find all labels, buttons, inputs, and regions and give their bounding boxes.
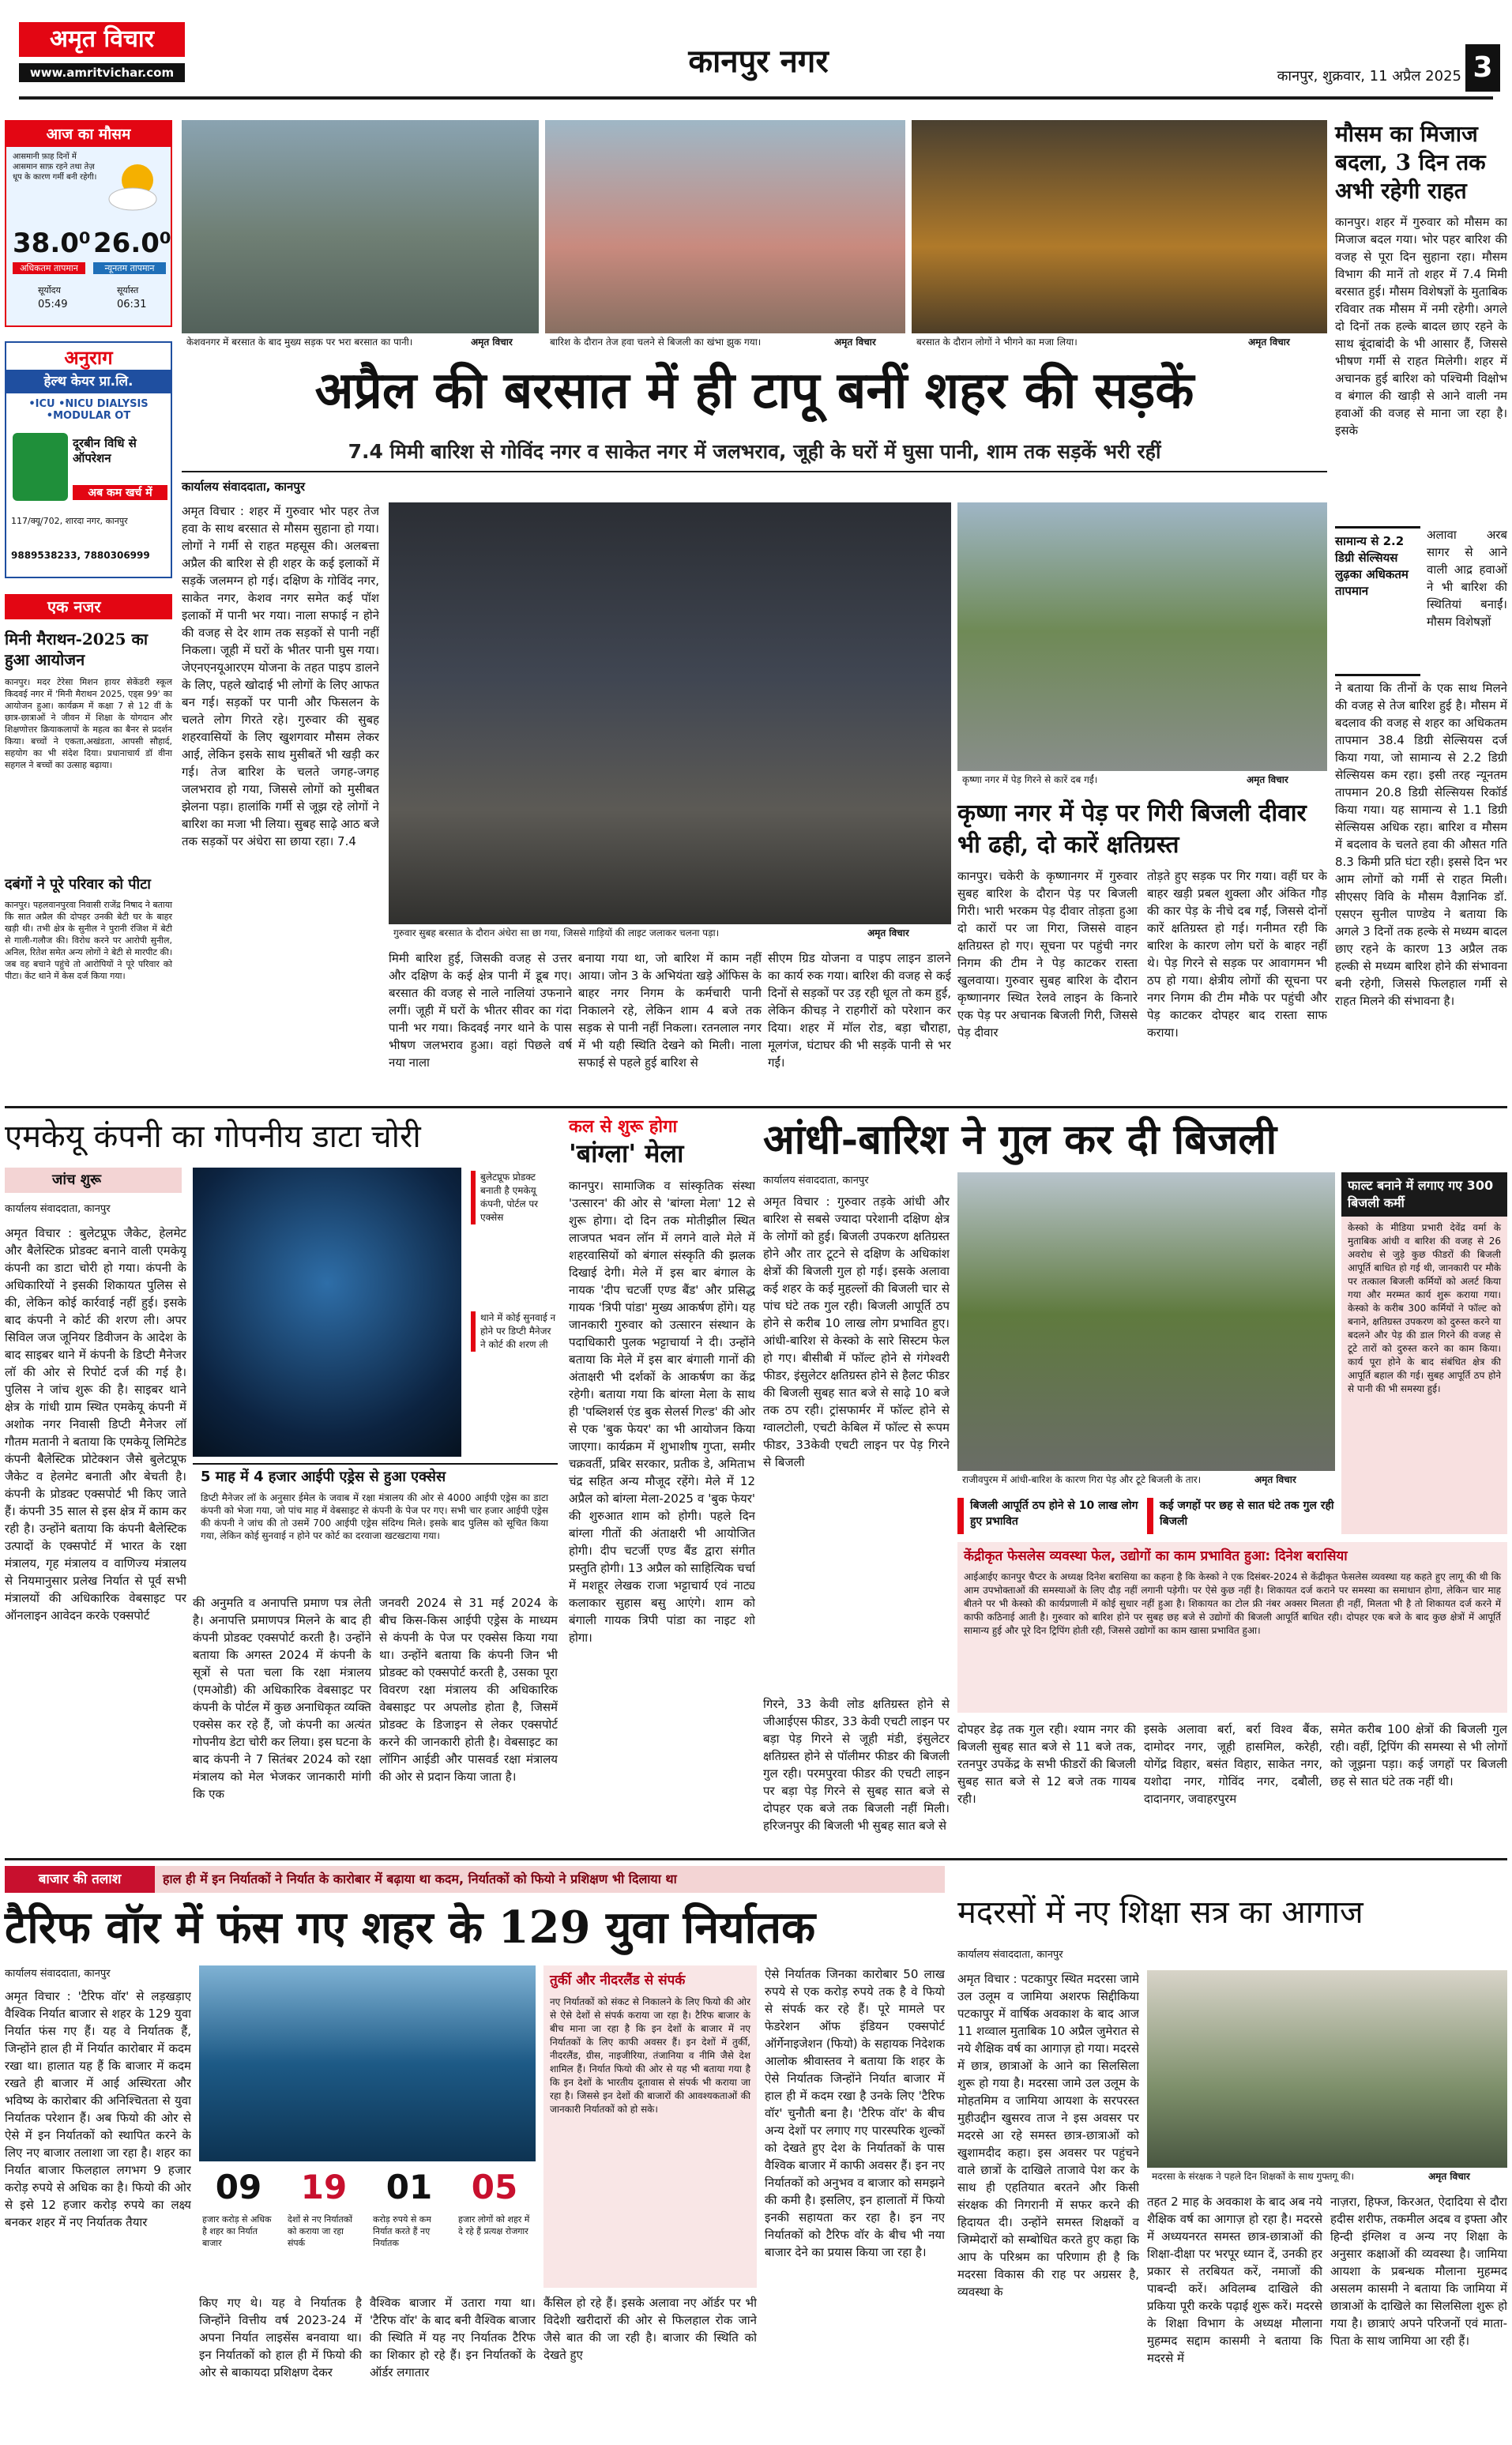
power-cont-col3: समेत करीब 100 क्षेत्रों की बिजली गुल रही। वहीं, ट्रिपिंग की समस्या से भी लोगों को जूझना पड़ा। कई जगहों पर बिजली छह से सात घंटे तक नहीं थी। xyxy=(1330,1722,1507,1789)
sunset-label: सूर्यास्त xyxy=(117,285,139,295)
tariff-body-col1: अमृत विचार : 'टैरिफ वॉर' से लड़खड़ाए वैश्विक निर्यात बाजार से शहर के 129 युवा निर्यात फंस गए हैं। यह वे निर्यातक हैं, जिन्होंने हाल ही में निर्यात कारोबार में कदम रखा था। हालात यह हैं कि बाजार में कदम रखते ही बाजार में आई अस्थिरता और भविष्य के कारोबार की अनिश्चितता से युवा निर्यातक परेशान हैं। अब फियो की ओर से ऐसे में इन निर्यातकों को स्थापित करने के लिए नए बाजार तलाशा जा रहा है। शहर का निर्यात बाजार फिलहाल लगभग 9 हजार करोड़ रुपये से अधिक का है। फियो की ओर से इसे 12 हजार करोड़ रुपये का लक्ष्य बनकर शहर में नए निर्यातक तैयार xyxy=(5,1989,191,2229)
section-divider-2 xyxy=(5,1858,1507,1860)
photo-caption: केशवनगर में बरसात के बाद मुख्य सड़क पर भरा बरसात का पानी। xyxy=(182,333,466,351)
ek-nazar-column xyxy=(5,594,172,1100)
krishna-body-col1: कानपुर। चकेरी के कृष्णानगर में गुरुवार सुबह बारिश के दौरान पेड़ पर बिजली गिरी। भारी भरकम पेड़ दीवार तोड़ता हुआ दो कारों पर जा गिरा, जिससे वाहन क्षतिग्रस्त हो गए। सूचना पर पहुंची नगर निगम की टीम ने पेड़ काटकर रास्ता खुलवाया। गुरुवार सुबह बारिश के दौरान कृष्णानगर स्थित रेलवे लाइन के किनारे एक पेड़ पर अचानक बिजली गिरी, जिससे पेड़ दीवार xyxy=(957,869,1138,1040)
min-temp: 26.0⁰ xyxy=(93,228,171,259)
stat-label: हजार करोड़ से अधिक है शहर का निर्यात बाजार xyxy=(202,2214,272,2248)
power-cont-col1: दोपहर डेढ़ तक गुल रही। श्याम नगर की बिजली सुबह सात बजे से 11 बजे तक, रतनपुर उपकेंद्र के सभी फीडरों की बिजली सुबह सात बजे से 12 बजे तक गायब रही। xyxy=(957,1722,1136,1806)
power-point1: बिजली आपूर्ति ठप होने से 10 लाख लोग हुए प्रभावित xyxy=(957,1498,1139,1534)
power-side-body: केस्को के मीडिया प्रभारी देवेंद्र वर्मा के मुताबिक आंधी व बारिश की वजह से 26 अवरोध से जुड़े कुछ फीडरों की बिजली आपूर्ति बाधित हो गई थी, जानकारी पर मौके पर तत्काल बिजली कर्मियों को अलर्ट किया गया और मरम्मत कार्य शुरू कराया गया। केस्को के करीब 300 कर्मियों ने फॉल्ट को बनाने, क्षतिग्रस्त उपकरण को दुरुस्त करने या बदलने और पेड़ की डाल गिरने की वजह से टूटे तारों को दुरुस्त करने का काम किया। कार्य पूरा होने के बाद संबंधित क्षेत्र की आपूर्ति बहाल की गई। सुबह आपूर्ति ठप होने से पानी की भी समस्या हुई। xyxy=(1348,1222,1501,1394)
lead-byline: कार्यालय संवाददाता, कानपुर xyxy=(182,480,306,494)
tariff-body-col3: वैश्विक बाजार में उतारा गया था। 'टैरिफ वॉर' के बाद बनी वैश्विक बाजार की स्थिति में यह नए निर्यातक टैरिफ का शिकार हो रहे हैं। इन निर्यातकों के ऑर्डर लगातार xyxy=(370,2296,536,2379)
hospital-ad xyxy=(5,341,172,578)
ek-nazar-item2-body: कानपुर। पहलवानपुरवा निवासी राजेंद्र निषाद ने बताया कि सात अप्रैल की दोपहर उनकी बेटी घर के बाहर खड़ी थी। तभी क्षेत्र के सुनील ने पुरानी रंजिश में बेटी से गाली-गलौज की। विरोध करने पर आरोपी सुनील, अनिल, रितेश समेत अन्य लोगों ने बेटी से मारपीट की। जब वह बचाने पहुंचे तो आरोपियों ने पूरे परिवार को पीटा। केंट थाने में केस दर्ज किया गया। xyxy=(5,900,172,981)
power-cont-col2: इसके अलावा बर्रा, बर्रा विश्व बैंक, दामोदर नगर, जूही हासमिल, करेही, योगेंद्र विहार, बसंत विहार, साकेत नगर, यशोदा नगर, गोविंद नगर, दबौली, दादानगर, जवाहरपुरम xyxy=(1144,1722,1322,1806)
stat-value: 19 xyxy=(300,2168,348,2206)
kesco-box xyxy=(957,1542,1507,1713)
photo-credit: अमृत विचार xyxy=(1424,2168,1507,2185)
tariff-deck-band xyxy=(5,1866,945,1893)
page-number: 3 xyxy=(1465,44,1500,92)
ad-tagline1: दूरबीन विधि से ऑपरेशन xyxy=(73,436,137,465)
tariff-body-col2: किए गए थे। यह वे निर्यातक है जिन्होंने वित्तीय वर्ष 2023-24 में अपना निर्यात लाइसेंस बनवाया था। इन निर्यातकों को हाल ही में फियो की ओर से बाकायदा प्रशिक्षण देकर xyxy=(199,2296,362,2379)
photo-fallen-tree-cars xyxy=(957,502,1327,788)
stat-value: 01 xyxy=(386,2168,433,2206)
photo-rajeevpuram-tree xyxy=(957,1172,1335,1488)
photo-credit: अमृत विचार xyxy=(1243,333,1327,351)
madrasa-body-col3: नाज़रा, हिफ्ज, किरअत, ऐदादिया से दौरा हदीस शरीफ, तकमील अदब व इफ्ता और हिन्दी इंग्लिश व अन्य नए शिक्षा के अनुसार कक्षाओं की व्यवस्था है। जामिया आयशा के प्रबन्धक मौलाना मुहम्मद असलम कासमी ने बताया कि जामिया में छात्राओं के दाखिले का सिलसिला शुरू हो गया है। छात्राएं अपने परिजनों एवं माता-पिता के साथ जामिया आ रही हैं। xyxy=(1330,2195,1507,2348)
power-point2: कई जगहों पर छह से सात घंटे तक गुल रही बिजली xyxy=(1147,1498,1335,1534)
site-url: www.amritvichar.com xyxy=(19,63,185,82)
mausam-body2: अलावा अरब सागर से आने वाली आद्र हवाओं ने भी बारिश की स्थितियां बनाईं। मौसम विशेषज्ञों xyxy=(1427,528,1507,629)
photo-hacker xyxy=(193,1168,461,1457)
mkq-box-body: डिप्टी मैनेजर लॉ के अनुसार ईमेल के जवाब में रक्षा मंत्रालय की ओर से 4000 आईपी एड्रेस का डाटा कंपनी को भेजा गया, जो पांच माह में वेबसाइट से कंपनी के पेज पर गए। सभी चार हजार आईपी एड्रेस की कंपनी ने जांच की तो उसमें 700 आईपी एड्रेस संदिग्ध मिले। इसके बाद पुलिस को सूचित किया गया, लेकिन कोई सुनवाई न होने पर कोर्ट का दरवाजा खटखटाया गया। xyxy=(201,1492,548,1541)
power-side-title: फाल्ट बनाने में लगाए गए 300 बिजली कर्मी xyxy=(1341,1172,1507,1217)
photo-rain-riders xyxy=(912,120,1327,351)
stat-value: 09 xyxy=(215,2168,262,2206)
tariff-stats xyxy=(199,2168,536,2288)
tariff-box-body: नए निर्यातकों को संकट से निकालने के लिए फियो की ओर से ऐसे देशों से संपर्क कराया जा रहा है। टैरिफ बाजार के बीच माना जा रहा है कि इन देशों के बाजार में नए निर्यातकों के लिए काफी अवसर हैं। इन देशों में तुर्की, नीदरलैंड, ग्रीस, नाइजीरिया, तंजानिया व नीमि जैसे देश शामिल हैं। निर्यात फियो की ओर से यह भी बताया गया है कि इन देशों के भारतीय दूतावास से संपर्क भी कराया जा रहा है। जिससे इन देशों की बाजारों की आवश्यकताओं की जानकारी निर्यातकों को हो सके। xyxy=(550,1996,750,2115)
ad-subtitle: हेल्थ केयर प्रा.लि. xyxy=(6,370,171,393)
bangla-headline: 'बांग्ला' मेला xyxy=(569,1138,684,1168)
photo-lead-rain-traffic xyxy=(389,502,951,942)
masthead xyxy=(0,0,1512,103)
mkq-box xyxy=(193,1463,558,1582)
mkq-body-col3: जनवरी 2024 से 31 मई 2024 के बीच किस-किस आईपी एड्रेस के माध्यम से कंपनी के पेज पर एक्सेस किया गया था। उन्होंने बताया कि कंपनी जिन भी प्रोडक्ट को एक्सपोर्ट करती है, उसका पूरा विवरण रक्षा मंत्रालय की अधिकारिक वेबसाइट पर अपलोड होता है, जिसमें प्रोडक्ट के डिजाइन से लेकर एक्सपोर्ट करने की जानकारी होती है। वेबसाइट का लॉगिन आईडी और पासवर्ड रक्षा मंत्रालय की ओर से प्रदान किया जाता है। xyxy=(379,1596,558,1784)
lead-body-col4: सीएम ग्रिड योजना व पाइप लाइन डालने का कार्य रुक गया। बारिश की वजह से कई दिनों से सड़कों पर उड़ रही धूल तो कम हुई, लेकिन कीचड़ ने राहगीरों को परेशान कर दिया। शहर में मॉल रोड, बड़ा चौराहा, मूलगंज, घंटाघर की भी सड़कें पानी से भर गईं। xyxy=(768,951,951,1070)
masthead-rule xyxy=(19,96,1493,100)
ek-nazar-label: एक नजर xyxy=(5,594,172,619)
photo-container-ship xyxy=(199,1965,536,2161)
krishna-body-col2: तोड़ते हुए सड़क पर गिर गया। वहीं घर के बाहर खड़ी प्रबल शुक्ला और अंकित गौड़ की कार पेड़ के नीचे दब गईं, जिससे दोनों कारें क्षतिग्रस्त हो गई। गनीमत रही कि बारिश के कारण लोग घरों के बाहर नहीं थे। पेड़ गिरने से सड़क पर आवागमन भी ठप हो गया। क्षेत्रीय लोगों की सूचना पर नगर निगम की टीम मौके पर पहुंची और पेड़ काटकर दोपहर बाद रास्ता साफ कराया। xyxy=(1147,869,1327,1040)
photo-flooded-street xyxy=(182,120,539,351)
bangla-kicker: कल से शुरू होगा xyxy=(569,1117,678,1137)
tariff-box-title: तुर्की और नीदरलैंड से संपर्क xyxy=(550,1973,686,1988)
photo-caption: बरसात के दौरान लोगों ने भीगने का मजा लिया। xyxy=(912,333,1243,351)
power-body-col1: अमृत विचार : गुरुवार तड़के आंधी और बारिश से सबसे ज्यादा परेशानी दक्षिण क्षेत्र के लोगों को हुई। बिजली उपकरण क्षतिग्रस्त होने और तार टूटने से दक्षिण के अधिकांश क्षेत्रों की बिजली गुल हो गई। इसके अलावा कई शहर के कई मुहल्लों की बिजली चार से पांच घंटे तक गुल रही। बिजली आपूर्ति ठप होने से करीब 10 लाख लोग प्रभावित हुए। आंधी-बारिश से केस्को के सारे सिस्टम फेल हो गए। बीसीबी में फॉल्ट होने से गंगेश्वरी फीडर, इंसुलेटर क्षतिग्रस्त होने से हैलट फीडर की बिजली सुबह सात बजे से साढ़े 10 बजे तक ठप रही। ट्रांसफार्मर में फॉल्ट होने से ग्वालटोली, एचटी केबिल में फॉल्ट से रूपम फीडर, 33केवी एचटी लाइन पर पेड़ गिरने से बिजली xyxy=(763,1194,950,1469)
min-temp-label: न्यूनतम तापमान xyxy=(93,262,166,274)
madrasa-headline: मदरसों में नए शिक्षा सत्र का आगाज xyxy=(957,1894,1363,1931)
sunset-time: 06:31 xyxy=(117,299,147,310)
photo-tilted-pole xyxy=(545,120,905,351)
mausam-headline: मौसम का मिजाज बदला, 3 दिन तक अभी रहेगी राहत xyxy=(1335,121,1486,204)
power-side-box xyxy=(1341,1172,1507,1534)
stat-label: करोड़ रुपये से कम निर्यात करते हैं नए निर्यातक xyxy=(373,2214,431,2248)
tariff-box xyxy=(543,1965,757,2288)
brand-logo: अमृत विचार xyxy=(19,22,185,57)
mkq-bullet2: थाने में कोई सुनवाई न होने पर डिप्टी मैनेजर ने कोर्ट की शरण ली xyxy=(471,1311,558,1352)
mkq-byline: कार्यालय संवाददाता, कानपुर xyxy=(5,1203,111,1215)
tariff-body-col4: कैंसिल हो रहे हैं। इसके अलावा नए ऑर्डर पर भी विदेशी खरीदारों की ओर से फिलहाल रोक जाने जैसे बात की जा रही है। बाजार की स्थिति को देखते हुए xyxy=(543,2296,757,2362)
stat-label: देशों से नए निर्यातकों को कराया जा रहा संपर्क xyxy=(288,2214,353,2248)
stat-label: हजार लोगों को शहर में दे रहे हैं प्रत्यक्ष रोजगार xyxy=(458,2214,530,2236)
kesco-title: केंद्रीकृत फेसलेस व्यवस्था फेल, उद्योगों का काम प्रभावित हुआ: दिनेश बरासिया xyxy=(964,1548,1348,1564)
madrasa-body-col2: तहत 2 माह के अवकाश के बाद अब नये शैक्षिक वर्ष का आगाज़ हो रहा है। मदरसे में अध्ययनरत समस्त छात्र-छात्राओं की शिक्षा-दीक्षा पर भरपूर ध्यान दें, उनकी हर प्रकार से तरबियत करें, नमाजों की पाबन्दी करें। अविलम्ब दाखिले की प्रकिया पूरी करके पढ़ाई शुरू करें। मदरसे के शिक्षा विभाग के अध्यक्ष मौलाना मुहम्मद सद्दाम कासमी ने बताया कि मदरसे में xyxy=(1147,2195,1322,2365)
weather-note: आसमानी फ़ाह दिनों में आसमान साफ़ रहने तथा तेज़ धूप के कारण गर्मी बनी रहेगी। xyxy=(13,152,97,182)
photo-caption: गुरुवार सुबह बरसात के दौरान अंधेरा सा छा गया, जिससे गाड़ियों की लाइट जलाकर चलना पड़ा। xyxy=(389,924,863,942)
photo-credit: अमृत विचार xyxy=(1250,1471,1335,1488)
ek-nazar-item2-title: दबंगों ने पूरे परिवार को पीटा xyxy=(5,876,151,893)
mkq-kicker: जांच शुरू xyxy=(5,1168,182,1193)
power-byline: कार्यालय संवाददाता, कानपुर xyxy=(763,1175,869,1187)
power-headline: आंधी-बारिश ने गुल कर दी बिजली xyxy=(763,1115,1277,1164)
photo-madrasa-meeting xyxy=(1147,1970,1507,2185)
tariff-deck: हाल ही में इन निर्यातकों ने निर्यात के कारोबार में बढ़ाया था कदम, निर्यातकों को फियो ने प्रशिक्षण भी दिलाया था xyxy=(163,1871,677,1886)
lead-headline: अप्रैल की बरसात में ही टापू बनीं शहर की सड़कें xyxy=(314,361,1194,420)
bangla-body: कानपुर। सामाजिक व सांस्कृतिक संस्था 'उत्सारन' की ओर से 'बांग्ला मेला' 12 से शुरू होगा। दो दिन तक मोतीझील स्थित लाजपत भवन लॉन में लगने वाले मेले में शहरवासियों को बंगाल संस्कृति की झलक दिखाई देगी। मेले में इस बार बंगाल के नायक 'दीप चटर्जी एण्ड बैंड' और प्रसिद्ध गायक 'त्रिपी पांडा' मुख्य आकर्षण होंगे। यह जानकारी गुरुवार को उत्सारन संस्थान के पदाधिकारी पुलक भट्टाचार्या ने दी। उन्होंने बताया कि मेले में इस बार बंगाली गानों की अंताक्षरी भी दर्शकों के आकर्षण का केंद्र रहेगी। बताया गया कि बांग्ला मेला के साथ ही 'पब्लिशर्स एंड बुक सेलर्स गिल्ड' की ओर से एक 'बुक फेयर' का भी आयोजन किया जाएगा। कार्यक्रम में शुभाशीष गुप्ता, समीर चक्रवर्ती, प्रबिर सरकार, प्रतीक डे, अमिताभ चंद्र सहित अन्य मौजूद रहेंगे। मेले में 12 अप्रैल को बांग्ला मेला-2025 व 'बुक फेयर' की शुरुआत शाम को होगी। पहले दिन बांग्ला गीतों की अंताक्षरी भी आयोजित होगी। दीप चटर्जी एण्ड बैंड द्वारा संगीत प्रस्तुति होगी। 13 अप्रैल को साहित्यिक चर्चा में मशहूर लेखक राजा भट्टाचार्य एवं नाट्य कलाकार सुहास बसु आएंगे। शाम को बंगाली गायक त्रिपी पांडा का नाइट शो होगा। xyxy=(569,1179,755,1645)
mkq-box-title: 5 माह में 4 हजार आईपी एड्रेस से हुआ एक्सेस xyxy=(201,1469,446,1485)
mkq-bullet1: बुलेटप्रूफ प्रोडक्ट बनाती है एमकेयू कंपनी, पोर्टल पर एक्सेस xyxy=(471,1171,558,1224)
krishna-headline: कृष्णा नगर में पेड़ पर गिरी बिजली दीवार भी ढही, दो कारें क्षतिग्रस्त xyxy=(957,799,1307,859)
photo-caption: राजीवपुरम में आंधी-बारिश के कारण गिरा पेड़ और टूटे बिजली के तार। xyxy=(957,1471,1250,1488)
mkq-body-col1: अमृत विचार : बुलेटप्रूफ जैकेट, हेलमेट और बैलेस्टिक प्रोडक्ट बनाने वाली एमकेयू कंपनी का डाटा चोरी हो गया। कंपनी के अधिकारियों ने इसकी शिकायत पुलिस से की, लेकिन कोई कार्रवाई नहीं हुई। इसके बाद कंपनी ने कोर्ट की शरण ली। अपर सिविल जज जूनियर डिवीजन के आदेश के बाद साइबर थाने में कंपनी के डिप्टी मैनेजर लॉ की ओर से रिपोर्ट दर्ज की गई है। पुलिस ने जांच शुरू की है। साइबर थाने क्षेत्र के गांधी ग्राम स्थित एमकेयू कंपनी में अशोक नगर निवासी डिप्टी मैनेजर लॉ गौतम मतानी ने बताया कि एमकेयू लिमिटेड कंपनी बैलेस्टिक प्रोटेक्शन जैसे बुलेटप्रूफ जैकेट व हेलमेट बनाती और बेचती है। कंपनी के प्रोडक्ट एक्सपोर्ट भी किए जाते हैं। कंपनी 35 साल से इस क्षेत्र में काम कर रही है। उन्होंने बताया कि कंपनी बैलेस्टिक उत्पादों के एक्सपोर्ट में भारत के रक्षा मंत्रालय, गृह मंत्रालय व वाणिज्य मंत्रालय से नियमानुसार प्रलेख निर्यात से पूर्व सभी मंत्रालयों की अधिकारिक वेबसाइट पर ऑनलाइन आवेदन करके एक्सपोर्ट xyxy=(5,1226,186,1623)
lead-body-col2: मिमी बारिश हुई, जिसकी वजह से उत्तर और दक्षिण के कई क्षेत्र पानी में डूब गए। बरसात की वजह से नाले नालियां उफनाने लगीं। जूही में घरों के भीतर सीवर का गंदा पानी भर गया। किदवई नगर थाने के पास भीषण जलभराव हुआ। वहां पिछले वर्ष नया नाला xyxy=(389,951,572,1070)
max-temp: 38.0⁰ xyxy=(13,228,91,259)
tariff-byline: कार्यालय संवाददाता, कानपुर xyxy=(5,1968,111,1980)
sunrise-time: 05:49 xyxy=(38,299,68,310)
sun-cloud-icon xyxy=(104,153,167,216)
photo-credit: अमृत विचार xyxy=(466,333,539,351)
photo-credit: अमृत विचार xyxy=(1242,771,1327,788)
photo-credit: अमृत विचार xyxy=(863,924,951,942)
ad-services: •ICU •NICU DIALYSIS •MODULAR OT xyxy=(28,398,149,422)
tariff-headline: टैरिफ वॉर में फंस गए शहर के 129 युवा निर्यातक xyxy=(5,1901,816,1954)
ad-tagline2: अब कम खर्च में xyxy=(73,485,167,500)
ad-phone: 9889538233, 7880306999 xyxy=(11,550,150,561)
mausam-callout: सामान्य से 2.2 डिग्री सेल्सियस लुढ़का अधिकतम तापमान xyxy=(1335,526,1420,676)
kesco-body: आईआईए कानपुर चैप्टर के अध्यक्ष दिनेश बरासिया का कहना है कि केस्को ने एक दिसंबर-2024 से केंद्रीकृत फेसलेस व्यवस्था यह कहते हुए लागू की थी कि आम उपभोक्ताओं की समस्याओं के लिए दौड़ नहीं लगानी पड़ेगी। पर ऐसे कुछ नहीं है। शिकायत दर्ज कराने पर समस्या का समाधान होगा, लेकिन चार माह बीतने पर भी केस्को की कार्यप्रणाली में कोई सुधार नहीं हुआ है। शिकायत का टोल फ्री नंबर अक्सर मिलता ही नहीं, मिलता भी है तो शिकायत दर्ज करने में काफी कठिनाई आती है। गुरुवार को बारिश होने पर सुबह छह बजे से उद्योगों की बिजली आपूर्ति बाधित रही। दोपहर एक बजे के बाद कुछ क्षेत्रों में आपूर्ति सामान्य हुई और पूरे दिन ट्रिपिंग होती रही, जिससे उद्योगों का काम खासा प्रभावित हुआ। xyxy=(964,1571,1501,1636)
weather-box xyxy=(5,120,172,327)
dateline: कानपुर, शुक्रवार, 11 अप्रैल 2025 xyxy=(1277,68,1461,85)
lead-body-col1: अमृत विचार : शहर में गुरुवार भोर पहर तेज हवा के साथ बरसात से मौसम सुहाना हो गया। लोगों ने गर्मी से राहत महसूस की। अलबत्ता अप्रैल की बारिश से ही शहर के कई इलाकों में सड़कें जलमग्न हो गई। दक्षिण के गोविंद नगर, साकेत नगर, केशव नगर समेत कई पॉश इलाकों में पानी भर गया। नाला सफाई न होने की वजह से देर शाम तक सड़कों से पानी नहीं निकला। जूही में घरों के भीतर पानी घुस गया। जेएनएनयूआरएम योजना के तहत पाइप डालने के लिए, पहले खोदाई भी लोगों के लिए आफत बन गई। सड़कों पर पानी और फिसलन के चलते लोग गिरते रहे। गुरुवार की सुबह शहरवासियों के लिए खुशगवार मौसम लेकर आई, लेकिन इसके साथ मुसीबतें भी खड़ी कर गई। तेज बारिश के चलते जगह-जगह जलभराव हो गया, जिससे लोगों को मुसीबत झेलना पड़ा। हालांकि गर्मी से जूझ रहे लोगों ने बारिश का मजा भी लिया। सुबह साढ़े आठ बजे तक सड़कों पर अंधेरा सा छाया रहा। 7.4 xyxy=(182,504,379,848)
photo-caption: बारिश के दौरान तेज हवा चलने से बिजली का खंभा झुक गया। xyxy=(545,333,829,351)
photo-caption: मदरसा के संरक्षक ने पहले दिन शिक्षकों के साथ गुफ्तगू की। xyxy=(1147,2168,1424,2185)
lead-subhead: 7.4 मिमी बारिश से गोविंद नगर व साकेत नगर में जलभराव, जूही के घरों में घुसा पानी, शाम तक सड़कें भरी रहीं xyxy=(348,440,1161,463)
ek-nazar-item1-body: कानपुर। मदर टेरेसा मिशन हायर सेकेंडरी स्कूल किदवई नगर में 'मिनी मैराथन 2025, एड्स 99' का आयोजन हुआ। कार्यक्रम में कक्षा 7 से 12 वीं के छात्र-छात्राओं ने जीवन में शिक्षा के योगदान और शिक्षणोत्तर क्रियाकलापों के महत्व का बैनर से प्रदर्शन किया। बच्चों ने एकता,अखंडता, आपसी सौहार्द, सहयोग का भी संदेश दिया। प्रधानाचार्य डॉ वीना सहगल ने बच्चों का उत्साह बढ़ाया। xyxy=(5,677,172,770)
tariff-body-col5: ऐसे निर्यातक जिनका कारोबार 50 लाख रुपये से एक करोड़ रुपये तक है वे फियो से संपर्क कर रहे हैं। पूरे मामले पर फेडरेशन ऑफ इंडियन एक्सपोर्ट ऑर्गेनाइजेशन (फियो) के सहायक निदेशक आलोक श्रीवास्तव ने बताया कि शहर के ऐसे निर्यातक जिन्होंने निर्यात बाजार में हाल ही में कदम रखा है उनके लिए 'टैरिफ वॉर' चुनौती बना है। 'टैरिफ वॉर' के बीच अन्य देशों पर लगाए गए पारस्परिक शुल्कों को देखते हुए देश के निर्यातकों के पास वैश्विक बाजार में काफी अवसर हैं। इन नए निर्यातकों को अनुभव व बाजार को समझने की कमी है। इसलिए, इन हालातों में फियो इनकी सहायता कर रहा है। इन नए निर्यातकों को टैरिफ वॉर के बीच भी नया बाजार देने का प्रयास किया जा रहा है। xyxy=(765,1967,945,2259)
section-title: कानपुर नगर xyxy=(688,43,829,80)
weather-title: आज का मौसम xyxy=(6,122,171,147)
mkq-body-col2: की अनुमति व अनापत्ति प्रमाण पत्र लेती है। अनापत्ति प्रमाणपत्र मिलने के बाद ही कंपनी प्रोडक्ट एक्सपोर्ट करती है। उन्होंने बताया कि अगस्त 2024 में कंपनी के सूत्रों से पता चला कि रक्षा मंत्रालय (एमओडी) की अधिकारिक वेबसाइट पर कंपनी के पोर्टल में कुछ अनाधिकृत व्यक्ति एक्सेस कर रहे हैं, जो कंपनी का अत्यंत गोपनीय डेटा चोरी कर लिया। इस घटना के बाद कंपनी ने 7 सितंबर 2024 को रक्षा मंत्रालय को मेल भेजकर जानकारी मांगी कि एक xyxy=(193,1596,371,1801)
mkq-headline: एमकेयू कंपनी का गोपनीय डाटा चोरी xyxy=(5,1119,421,1155)
mausam-body3: ने बताया कि तीनों के एक साथ मिलने की वजह से तेज बारिश हुई है। मौसम में बदलाव की वजह से शहर का अधिकतम तापमान 38.4 डिग्री सेल्सियस दर्ज किया गया, जो सामान्य से 2.2 डिग्री सेल्सियस कम रहा। इसी तरह न्यूनतम तापमान 20.8 डिग्री सेल्सियस रिकॉर्ड किया गया। यह सामान्य से 1.1 डिग्री सेल्सियस अधिक रहा। बारिश व मौसम में बदलाव के चलते हवा की औसत गति 8.3 किमी प्रति घंटा रही। इससे दिन भर आम लोगों को गर्मी से राहत मिली। सीएसए विवि के मौसम वैज्ञानिक डॉ. एसएन सुनील पाण्डेय ने बताया कि अगले 3 दिनों तक हल्के से मध्यम बादल छाए रहने के कारण 13 अप्रैल तक हल्की से मध्यम बारिश होने की संभावना बनी रहेगी, जिससे फिलहाल गर्मी से राहत मिलने की संभावना है। xyxy=(1335,681,1507,1008)
madrasa-body-col1: अमृत विचार : पटकापुर स्थित मदरसा जामे उल उलूम व जामिया अशरफ सिद्दीकिया पटकापुर में वार्षिक अवकाश के बाद आज 11 शव्वाल मुताबिक 10 अप्रैल जुमेरात से नये शैक्षिक वर्ष का आगाज़ हो गया। मदरसे में छात्र, छात्राओं के आने का सिलसिला शुरू हो गया है। मदरसा जामे उल उलूम के मोहतमिम व जामिया आयशा के सरपरस्त मुहीउद्दीन खुसरव ताज ने इस अवसर पर मदरसे आ रहे समस्त छात्र-छात्राओं को खुशामदीद कहा। इस अवसर पर पहुंचने वाले छात्रों के दाखिले ताजावे पेश कर के साथ ही एहतियात बरतने और किसी संरक्षक की निगरानी में सफर करने की हिदायत दी। उन्होंने समस्त शिक्षकों व जिम्मेदारों को सम्बोधित करते हुए कहा कि आप के परिश्रम का परिणाम ही है कि मदरसा विकास की राह पर अग्रसर है, व्यवस्था के xyxy=(957,1972,1139,2299)
ad-name: अनुराग xyxy=(64,346,113,369)
ek-nazar-item1-title: मिनी मैराथन-2025 का हुआ आयोजन xyxy=(5,630,149,669)
power-body-col2: गिरने, 33 केवी लोड क्षतिग्रस्त होने से जीआईएस फीडर, 33 केवी एचटी लाइन पर बड़ा पेड़ गिरने से जूही मंडी, इंसुलेटर क्षतिग्रस्त होने से पॉलीमर फीडर की बिजली गुल रही। परमपुरवा फीडर की एचटी लाइन पर बड़ा पेड़ गिरने से सुबह सात बजे से दोपहर एक बजे तक बिजली नहीं मिली। हरिजनपुर की बिजली भी सुबह सात बजे से xyxy=(763,1697,950,1833)
madrasa-byline: कार्यालय संवाददाता, कानपुर xyxy=(957,1949,1063,1961)
photo-caption: कृष्णा नगर में पेड़ गिरने से कारें दब गईं। xyxy=(957,771,1242,788)
mausam-body1: कानपुर। शहर में गुरुवार को मौसम का मिजाज बदल गया। भोर पहर बारिश की वजह से पूरा दिन सुहाना रहा। मौसम विभाग की मानें तो शहर में 7.4 मिमी बरसात हुई। मौसम विशेषज्ञों के मुताबिक रविवार तक मौसम में नमी रहेगी। अगले दो दिनों तक हल्के बादल छाए रहने के साथ बूंदाबांदी के भी आसार हैं, जिससे भीषण गर्मी से राहत मिलेगी। शहर में अचानक हुई बारिश को पश्चिमी विक्षोभ व बंगाल की खाड़ी से आने वाली नम हवाओं की वजह से माना जा रहा है। इसके xyxy=(1335,215,1507,438)
ad-address: 117/क्यू/702, शारदा नगर, कानपुर xyxy=(11,516,128,526)
photo-credit: अमृत विचार xyxy=(829,333,905,351)
max-temp-label: अधिकतम तापमान xyxy=(13,262,85,274)
sunrise-label: सूर्योदय xyxy=(38,285,61,295)
lead-sub-rule xyxy=(182,471,1327,472)
section-divider-1 xyxy=(5,1106,1507,1108)
ad-logo xyxy=(13,433,68,501)
lead-body-col3: बनाया गया था, जो बारिश में काम नहीं आया। जोन 3 के अभियंता खड़े ऑफिस के बाहर नगर निगम के कर्मचारी पानी निकालने रहे, लेकिन शाम 4 बजे तक सड़क से पानी नहीं निकला। रतनलाल नगर में भी यही स्थिति देखने को मिली। नाला सफाई से पहले हुई बारिश से xyxy=(578,951,762,1070)
stat-value: 05 xyxy=(471,2168,518,2206)
tariff-kicker: बाजार की तलाश xyxy=(5,1866,155,1893)
